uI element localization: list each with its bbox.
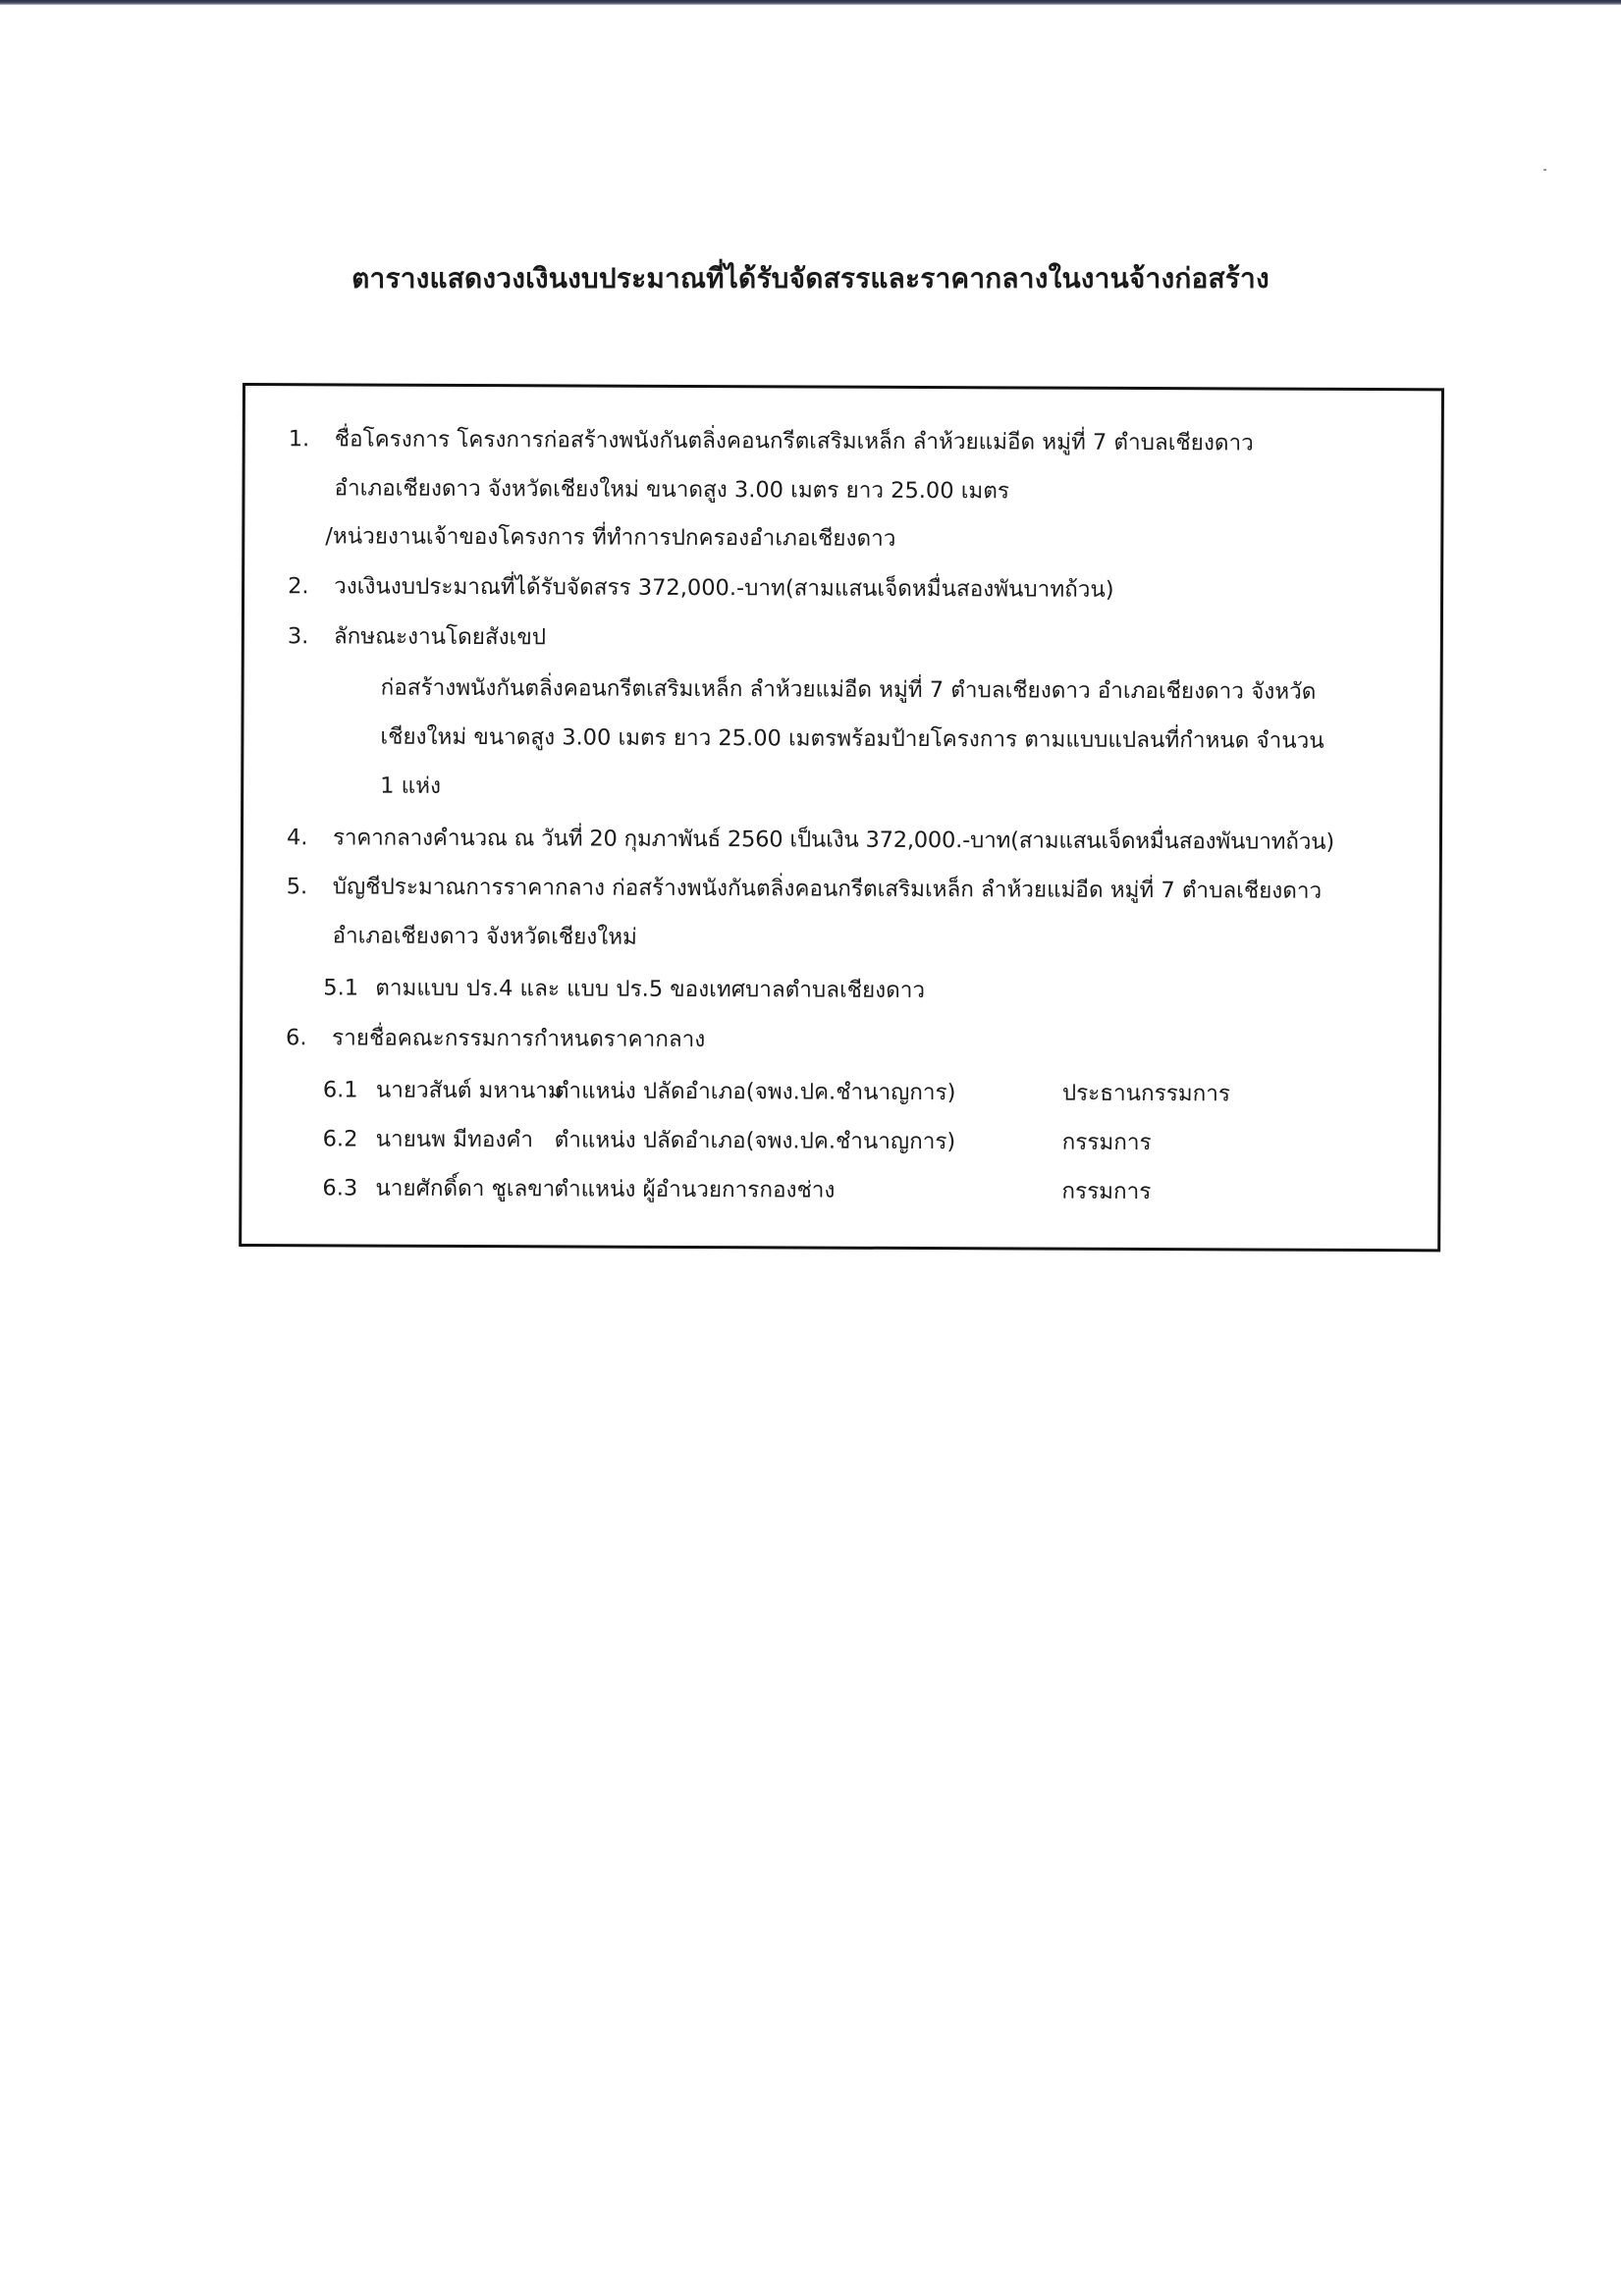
- item-text-line: รายชื่อคณะกรรมการกำหนดราคากลาง: [332, 1025, 706, 1053]
- committee-number: 6.1: [322, 1077, 358, 1103]
- item-text-line: อำเภอเชียงดาว จังหวัดเชียงใหม่ ขนาดสูง 3.00 เมตร ยาว 25.00 เมตร: [334, 475, 1010, 505]
- item-text-line: อำเภอเชียงดาว จังหวัดเชียงใหม่: [332, 923, 637, 950]
- committee-name: นายนพ มีทองคำ: [375, 1126, 534, 1153]
- item-text-line: /หน่วยงานเจ้าของโครงการ ที่ทำการปกครองอำเภอเชียงดาว: [325, 523, 896, 552]
- committee-position: ตำแหน่ง ปลัดอำเภอ(จพง.ปค.ชำนาญการ): [554, 1127, 956, 1155]
- item-text-line: ชื่อโครงการ โครงการก่อสร้างพนังกันตลิ่งคอนกรีตเสริมเหล็ก ลำห้วยแม่อีด หมู่ที่ 7 ตำบลเชียงดาว: [334, 426, 1254, 456]
- item-number: 1.: [288, 426, 310, 453]
- committee-number: 6.2: [322, 1126, 358, 1152]
- scan-top-edge: [0, 0, 1621, 5]
- item-number: 4.: [286, 825, 308, 851]
- item-number: 5.: [286, 874, 308, 900]
- scan-speck: [1543, 169, 1546, 171]
- item-text-line: บัญชีประมาณการราคากลาง ก่อสร้างพนังกันตลิ่งคอนกรีตเสริมเหล็ก ลำห้วยแม่อีด หมู่ที่ 7 ตำบลเชียงดาว: [332, 874, 1323, 904]
- item-text-line: ลักษณะงานโดยสังเขป: [333, 623, 547, 651]
- sub-item-number: 5.1: [323, 975, 359, 1001]
- document-title: ตารางแสดงวงเงินงบประมาณที่ได้รับจัดสรรและราคากลางในงานจ้างก่อสร้าง: [351, 262, 1270, 294]
- sub-item-text: ตามแบบ ปร.4 และ แบบ ปร.5 ของเทศบาลตำบลเชียงดาว: [375, 975, 926, 1004]
- item-text-line: 1 แห่ง: [380, 773, 442, 799]
- committee-role: กรรมการ: [1061, 1129, 1152, 1156]
- item-text-line: ก่อสร้างพนังกันตลิ่งคอนกรีตเสริมเหล็ก ลำห้วยแม่อีด หมู่ที่ 7 ตำบลเชียงดาว อำเภอเชียงดาว จังหวัด: [380, 674, 1317, 705]
- item-text-line: ราคากลางคำนวณ ณ วันที่ 20 กุมภาพันธ์ 2560 เป็นเงิน 372,000.-บาท(สามแสนเจ็ดหมื่นสองพันบาทถ้วน): [332, 825, 1334, 855]
- item-1: [245, 386, 1441, 552]
- item-number: 3.: [287, 623, 309, 650]
- content-box: [239, 383, 1444, 1252]
- committee-name: นายศักดิ์ดา ชูเลขา: [375, 1175, 556, 1202]
- committee-number: 6.3: [322, 1175, 358, 1201]
- committee-name: นายวสันต์ มหานาม: [375, 1077, 563, 1104]
- item-number: 2.: [288, 573, 309, 600]
- item-text-line: เชียงใหม่ ขนาดสูง 3.00 เมตร ยาว 25.00 เมตรพร้อมป้ายโครงการ ตามแบบแปลนที่กำหนด จำนวน: [380, 723, 1324, 754]
- committee-role: กรรมการ: [1061, 1178, 1152, 1205]
- item-text-line: วงเงินงบประมาณที่ได้รับจัดสรร 372,000.-บาท(สามแสนเจ็ดหมื่นสองพันบาทถ้วน): [334, 573, 1114, 603]
- item-number: 6.: [286, 1025, 307, 1051]
- committee-position: ตำแหน่ง ปลัดอำเภอ(จพง.ปค.ชำนาญการ): [554, 1078, 956, 1106]
- committee-position: ตำแหน่ง ผู้อำนวยการกองช่าง: [554, 1176, 836, 1203]
- committee-role: ประธานกรรมการ: [1061, 1080, 1231, 1107]
